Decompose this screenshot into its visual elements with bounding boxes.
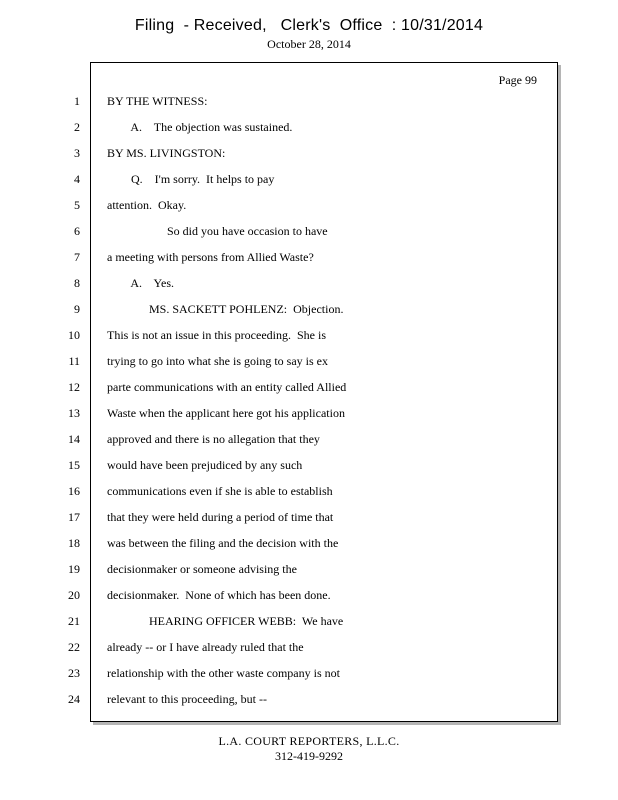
deposition-date: October 28, 2014 — [267, 37, 351, 51]
line-text: trying to go into what she is going to say is ex — [107, 354, 328, 368]
line-text: So did you have occasion to have — [107, 224, 328, 238]
line-number: 14 — [68, 432, 80, 446]
line-number: 16 — [68, 484, 80, 498]
reporter-phone: 312-419-9292 — [275, 749, 343, 763]
line-text: MS. SACKETT POHLENZ: Objection. — [107, 302, 344, 316]
line-number: 11 — [68, 354, 80, 368]
line-text: communications even if she is able to establish — [107, 484, 333, 498]
line-number: 24 — [68, 692, 80, 706]
line-text: attention. Okay. — [107, 198, 187, 212]
line-number: 5 — [74, 198, 80, 212]
line-number: 22 — [68, 640, 80, 654]
line-number: 23 — [68, 666, 80, 680]
line-number: 18 — [68, 536, 80, 550]
line-number: 7 — [74, 250, 80, 264]
line-text: relationship with the other waste company is not — [107, 666, 340, 680]
page-number: Page 99 — [498, 73, 537, 87]
line-number: 17 — [68, 510, 80, 524]
line-text: This is not an issue in this proceeding. She is — [107, 328, 326, 342]
line-text: a meeting with persons from Allied Waste? — [107, 250, 314, 264]
line-text: already -- or I have already ruled that the — [107, 640, 304, 654]
line-text: was between the filing and the decision with the — [107, 536, 339, 550]
line-text: A. The objection was sustained. — [107, 120, 293, 134]
line-text: decisionmaker. None of which has been done. — [107, 588, 331, 602]
line-text: parte communications with an entity called Allied — [107, 380, 347, 394]
line-text: decisionmaker or someone advising the — [107, 562, 297, 576]
line-number: 4 — [74, 172, 80, 186]
line-number: 12 — [68, 380, 80, 394]
line-text: HEARING OFFICER WEBB: We have — [107, 614, 344, 628]
filing-stamp: Filing - Received, Clerk's Office : 10/31/2014 — [134, 17, 484, 34]
line-number: 15 — [68, 458, 80, 472]
line-number: 1 — [74, 94, 80, 108]
line-number: 21 — [68, 614, 80, 628]
line-text: Waste when the applicant here got his application — [107, 406, 345, 420]
line-number: 9 — [74, 302, 80, 316]
line-text: approved and there is no allegation that they — [107, 432, 320, 446]
line-number: 20 — [68, 588, 80, 602]
line-text: BY MS. LIVINGSTON: — [107, 146, 226, 160]
line-number: 6 — [74, 224, 80, 238]
line-text: would have been prejudiced by any such — [107, 458, 303, 472]
line-text: A. Yes. — [107, 276, 175, 290]
line-text: that they were held during a period of time that — [107, 510, 334, 524]
line-text: Q. I'm sorry. It helps to pay — [107, 172, 275, 186]
line-number: 10 — [68, 328, 80, 342]
line-number: 13 — [68, 406, 80, 420]
line-text: relevant to this proceeding, but -- — [107, 692, 267, 706]
line-number: 3 — [74, 146, 80, 160]
reporter-company: L.A. COURT REPORTERS, L.L.C. — [218, 734, 400, 748]
line-text: BY THE WITNESS: — [107, 94, 208, 108]
line-number: 2 — [74, 120, 80, 134]
line-number: 19 — [68, 562, 80, 576]
line-number: 8 — [74, 276, 80, 290]
